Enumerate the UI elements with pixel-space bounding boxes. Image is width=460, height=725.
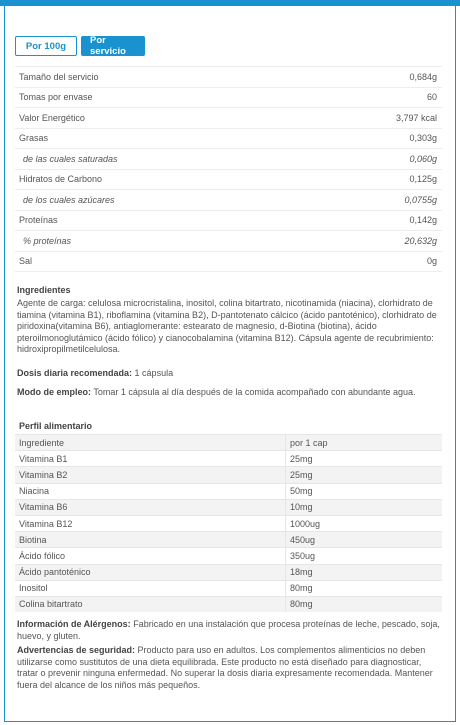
nutrition-row [15, 88, 442, 109]
profile-amount: 350ug [290, 550, 316, 561]
profile-ingredient: Biotina [15, 532, 286, 547]
nutrition-value: 0,684g [409, 71, 437, 82]
profile-ingredient: Niacina [15, 484, 286, 499]
profile-row [15, 547, 442, 563]
profile-ingredient: Ingrediente [15, 435, 286, 450]
profile-row [15, 466, 442, 482]
profile-title: Perfil alimentario [15, 418, 285, 434]
profile-amount: 80mg [290, 599, 313, 610]
nutrition-label: de los cuales azúcares [23, 194, 115, 205]
dosis-label: Dosis diaria recomendada: [17, 368, 133, 378]
profile-amount: 450ug [290, 534, 316, 545]
nutrition-row [15, 108, 442, 129]
allergens-line [17, 619, 442, 642]
nutrition-label: de las cuales saturadas [23, 153, 118, 164]
profile-row [15, 580, 442, 596]
tab-per-100g[interactable]: Por 100g [15, 36, 77, 56]
nutrition-label: Tomas por envase [19, 92, 93, 103]
dosis-line [17, 368, 442, 380]
nutrition-label: Hidratos de Carbono [19, 174, 103, 185]
unit-tabs [15, 36, 145, 56]
nutrition-table [15, 66, 442, 272]
safety-label: Advertencias de seguridad: [17, 645, 136, 655]
profile-row [15, 450, 442, 466]
profile-amount: 80mg [290, 583, 313, 594]
allergens-label: Información de Alérgenos: [17, 619, 131, 629]
safety-warnings [17, 645, 442, 691]
modo-line [17, 387, 442, 399]
profile-amount: 50mg [290, 486, 313, 497]
nutrition-value: 20,632g [404, 235, 437, 246]
dosis-text: 1 cápsula [132, 368, 174, 378]
nutrition-row [15, 129, 442, 150]
nutrition-value: 0,0755g [404, 194, 437, 205]
nutrition-row [15, 211, 442, 232]
nutrition-row [15, 190, 442, 211]
allergens-text: Fabricado en una instalación que procesa proteínas de leche, pescado, soja, huevo, y gluten. [17, 619, 440, 641]
food-profile-table [15, 418, 442, 612]
nutrition-label: Proteínas [19, 215, 58, 226]
nutrition-row [15, 149, 442, 170]
profile-row [15, 531, 442, 547]
nutrition-label: % proteínas [23, 235, 72, 246]
nutrition-row [15, 170, 442, 191]
ingredients-text: Agente de carga: celulosa microcristalina, inositol, colina bitartrato, nicotinamida (niacina), clorhidrato de tiamina (vitamina B1), riboflamina (vitamina B2), D-pantotenato cálcico (ácido pantoténico), clorhidrato de piridoxina(vitamina B6), antiaglomerante: estearato de magnesio, d-Biotina (biotina), ácido pteroilmonoglutámico (ácido fólico) y cianocobalamina (vitamina B12). Cápsula agente de recubrimiento: hidroxipropilmetilcelulosa. [17, 298, 437, 355]
nutrition-value: 0,125g [409, 174, 437, 185]
nutrition-value: 0,142g [409, 215, 437, 226]
nutrition-row [15, 252, 442, 273]
ingredients-title: Ingredientes [17, 285, 71, 295]
nutrition-value: 0g [426, 256, 437, 267]
nutrition-row [15, 67, 442, 88]
profile-ingredient: Vitamina B6 [15, 500, 286, 515]
profile-amount: 10mg [290, 502, 313, 513]
nutrition-label: Grasas [19, 133, 49, 144]
profile-row [15, 499, 442, 515]
profile-ingredient: Ácido fólico [15, 548, 286, 563]
profile-row [15, 564, 442, 580]
profile-ingredient: Vitamina B2 [15, 467, 286, 482]
profile-row [15, 483, 442, 499]
nutrition-value: 0,303g [409, 133, 437, 144]
modo-label: Modo de empleo: [17, 387, 91, 397]
nutrition-row [15, 231, 442, 252]
profile-amount: por 1 cap [290, 437, 328, 448]
tab-per-serving[interactable]: Por servicio [81, 36, 145, 56]
profile-amount: 1000ug [290, 518, 321, 529]
profile-ingredient: Inositol [15, 581, 286, 596]
nutrition-value: 60 [426, 92, 437, 103]
profile-amount: 18mg [290, 567, 313, 578]
profile-ingredient: Vitamina B1 [15, 451, 286, 466]
safety-text: Producto para uso en adultos. Los complementos alimenticios no deben utilizarse como sustitutos de una dieta equilibrada. Este producto no está diseñado para diagnosticar, tratar o prevenir ninguna enfermedad. No superar la dosis diaria expresamente recomendada. Mantener fuera del alcance de los niños más pequeños. [17, 645, 433, 690]
profile-row [15, 434, 442, 450]
profile-rows [15, 434, 442, 612]
profile-ingredient: Colina bitartrato [15, 597, 286, 612]
nutrition-label: Sal [19, 256, 33, 267]
nutrition-label: Valor Energético [19, 112, 85, 123]
profile-amount: 25mg [290, 453, 313, 464]
profile-amount: 25mg [290, 469, 313, 480]
profile-ingredient: Vitamina B12 [15, 516, 286, 531]
profile-row [15, 515, 442, 531]
nutrition-label: Tamaño del servicio [19, 71, 99, 82]
nutrition-value: 0,060g [409, 153, 437, 164]
modo-text: Tomar 1 cápsula al día después de la comida acompañado con abundante agua. [91, 387, 416, 397]
nutrition-value: 3,797 kcal [395, 112, 437, 123]
profile-ingredient: Ácido pantoténico [15, 565, 286, 580]
profile-row [15, 596, 442, 612]
